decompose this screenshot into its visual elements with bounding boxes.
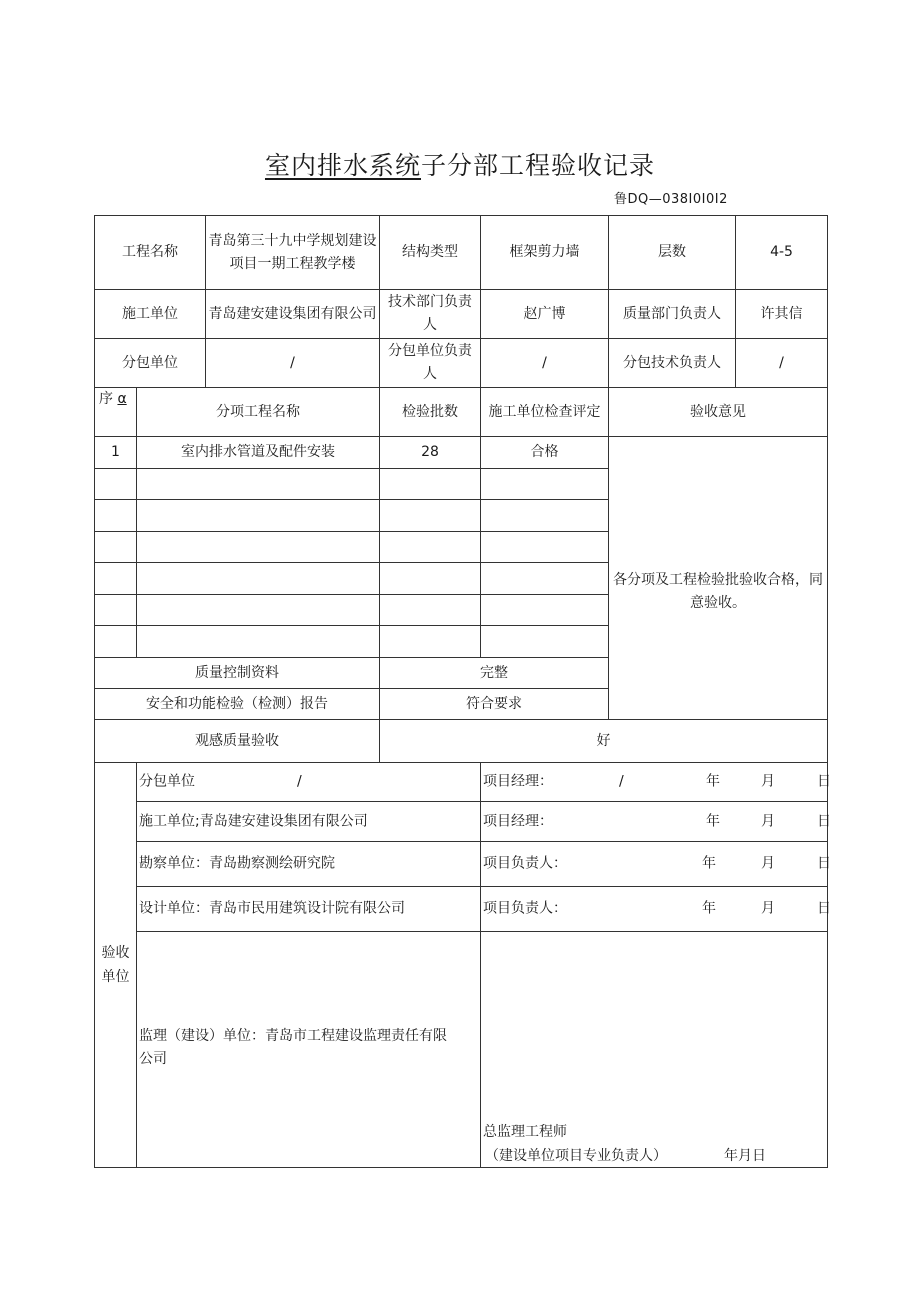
acceptance-row-supervisor xyxy=(95,932,828,1168)
item-eval xyxy=(481,595,609,626)
project-name-label: 工程名称 xyxy=(95,216,206,290)
item-name xyxy=(137,532,380,563)
sub-label: 分包单位 xyxy=(95,339,206,388)
sub-tech-label: 分包技术负责人 xyxy=(609,339,736,388)
item-batches xyxy=(380,595,481,626)
acceptance-role-value: / xyxy=(619,773,624,790)
safety-label: 安全和功能检验（检测）报告 xyxy=(95,689,380,720)
acceptance-unit-name: 设计单位：青岛市民用建筑设计院有限公司 xyxy=(139,900,405,917)
project-name-value: 青岛第三十九中学规划建设项目一期工程教学楼 xyxy=(206,216,380,290)
item-batches xyxy=(380,500,481,532)
structure-label: 结构类型 xyxy=(380,216,481,290)
acceptance-row-design xyxy=(95,887,828,932)
batches-header: 检验批数 xyxy=(380,388,481,437)
date-day: 日 xyxy=(817,855,831,872)
sub-value: / xyxy=(206,339,380,388)
date-month: 月 xyxy=(761,855,775,872)
acceptance-row-survey xyxy=(95,842,828,887)
date-day: 日 xyxy=(817,773,831,790)
safety-value: 符合要求 xyxy=(380,689,609,720)
item-name: 室内排水管道及配件安装 xyxy=(137,437,380,469)
item-name xyxy=(137,595,380,626)
acceptance-unit-cell xyxy=(137,887,481,932)
supervisor-unit-cell xyxy=(137,932,481,1168)
appearance-row xyxy=(95,720,828,763)
item-seq: 1 xyxy=(95,437,137,469)
tech-head-value: 赵广博 xyxy=(481,290,609,339)
acceptance-form-table xyxy=(94,215,831,1168)
item-batches xyxy=(380,532,481,563)
acceptance-label-text: 验收单位 xyxy=(101,945,130,985)
seq-mark: α xyxy=(117,391,127,407)
item-eval xyxy=(481,626,609,658)
date-month: 月 xyxy=(761,900,775,917)
date-day: 日 xyxy=(817,900,831,917)
item-eval: 合格 xyxy=(481,437,609,469)
acceptance-unit-cell xyxy=(137,763,481,802)
acceptance-unit-name: 勘察单位：青岛勘察测绘研究院 xyxy=(139,855,335,872)
date-month: 月 xyxy=(761,773,775,790)
quality-head-label: 质量部门负责人 xyxy=(609,290,736,339)
item-seq xyxy=(95,563,137,595)
item-batches xyxy=(380,563,481,595)
appearance-label: 观感质量验收 xyxy=(95,720,380,763)
floors-value: 4-5 xyxy=(736,216,828,290)
acceptance-unit-name: 分包单位 xyxy=(139,773,195,790)
qc-docs-label: 质量控制资料 xyxy=(95,658,380,689)
contractor-label: 施工单位 xyxy=(95,290,206,339)
document-title xyxy=(0,146,920,182)
date-year: 年 xyxy=(706,813,720,829)
acceptance-role: 项目负责人： xyxy=(483,900,567,917)
item-eval xyxy=(481,563,609,595)
header-row-contractor xyxy=(95,290,828,339)
acceptance-sign-cell xyxy=(481,887,831,932)
sub-head-value: / xyxy=(481,339,609,388)
date-day: 日 xyxy=(817,813,831,829)
acceptance-unit-value: / xyxy=(297,773,302,790)
opinion-text: 各分项及工程检验批验收合格，同意验收。 xyxy=(613,572,823,611)
item-seq xyxy=(95,500,137,532)
header-row-project xyxy=(95,216,828,290)
item-name-header: 分项工程名称 xyxy=(137,388,380,437)
structure-value: 框架剪力墙 xyxy=(481,216,609,290)
header-row-subcontractor xyxy=(95,339,828,388)
acceptance-row-sub xyxy=(95,763,828,802)
supervisor-unit-text: 监理（建设）单位：青岛市工程建设监理责任有限公司 xyxy=(139,1028,447,1067)
acceptance-role: 项目负责人： xyxy=(483,855,567,872)
item-batches xyxy=(380,469,481,500)
date-year: 年 xyxy=(702,900,716,917)
item-seq xyxy=(95,595,137,626)
date-year: 年 xyxy=(702,855,716,872)
title-underlined-part: 室内排水系统 xyxy=(264,151,421,180)
item-batches xyxy=(380,626,481,658)
document-code: 鲁DQ—038I0I0I2 xyxy=(614,192,728,207)
quality-head-value: 许其信 xyxy=(736,290,828,339)
date-month: 月 xyxy=(761,813,775,829)
eval-header: 施工单位检查评定 xyxy=(481,388,609,437)
item-name xyxy=(137,626,380,658)
appearance-value: 好 xyxy=(380,720,828,763)
item-seq xyxy=(95,626,137,658)
sub-head-label: 分包单位负责人 xyxy=(380,339,481,388)
chief-supervisor-label: 总监理工程师 xyxy=(483,1124,567,1140)
seq-label: 序 xyxy=(99,391,113,407)
title-rest: 子分部工程验收记录 xyxy=(421,151,656,180)
acceptance-label xyxy=(95,763,137,1168)
opinion-header: 验收意见 xyxy=(609,388,828,437)
acceptance-unit-name: 施工单位;青岛建安建设集团有限公司 xyxy=(139,813,368,829)
qc-docs-value: 完整 xyxy=(380,658,609,689)
item-batches: 28 xyxy=(380,437,481,469)
supervisor-date: 年月日 xyxy=(724,1148,766,1164)
item-seq xyxy=(95,469,137,500)
contractor-value: 青岛建安建设集团有限公司 xyxy=(206,290,380,339)
seq-header xyxy=(95,388,137,437)
acceptance-sign-cell xyxy=(481,842,831,887)
table-row xyxy=(95,437,828,469)
floors-label: 层数 xyxy=(609,216,736,290)
acceptance-role: 项目经理： xyxy=(483,813,553,829)
tech-head-label: 技术部门负责人 xyxy=(380,290,481,339)
item-eval xyxy=(481,532,609,563)
item-name xyxy=(137,563,380,595)
acceptance-sign-cell xyxy=(481,763,831,802)
date-year: 年 xyxy=(706,773,720,790)
item-seq xyxy=(95,532,137,563)
owner-rep-label: （建设单位项目专业负责人） xyxy=(485,1148,667,1164)
acceptance-unit-cell xyxy=(137,802,481,842)
item-eval xyxy=(481,469,609,500)
opinion-cell xyxy=(609,437,828,720)
seq-header-text xyxy=(99,388,127,411)
sub-tech-value: / xyxy=(736,339,828,388)
supervisor-sign-cell xyxy=(481,932,828,1168)
acceptance-sign-cell xyxy=(481,802,831,842)
acceptance-row-contractor xyxy=(95,802,828,842)
item-name xyxy=(137,500,380,532)
item-name xyxy=(137,469,380,500)
item-eval xyxy=(481,500,609,532)
acceptance-role: 项目经理： xyxy=(483,773,553,790)
items-header-row xyxy=(95,388,828,437)
acceptance-unit-cell xyxy=(137,842,481,887)
